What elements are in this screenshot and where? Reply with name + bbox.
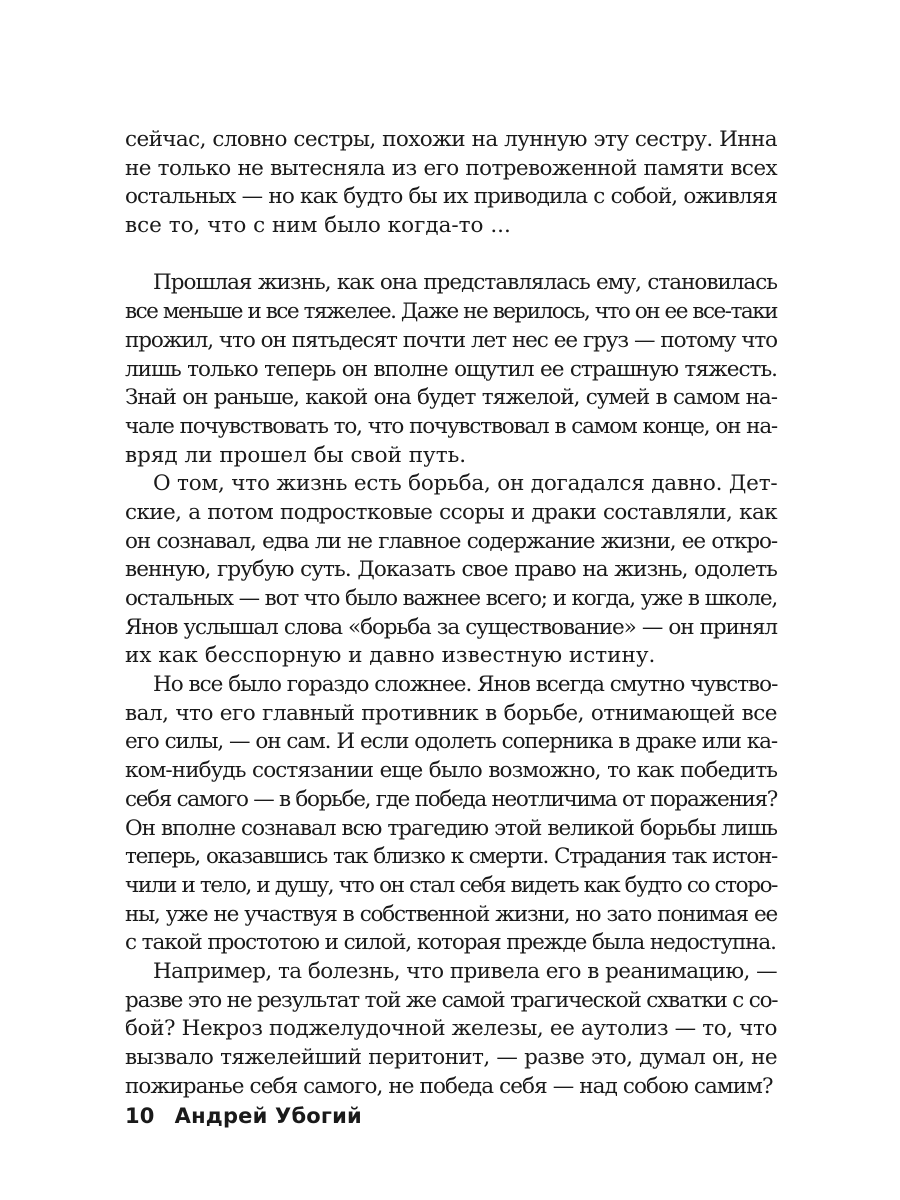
text-line: вряд ли прошел бы свой путь. — [125, 442, 467, 468]
paragraph — [125, 470, 777, 671]
text-line: ны, уже не участвуя в собственной жизни, но зато понимая ее — [125, 901, 777, 927]
section-break — [125, 241, 777, 270]
text-line: бой? Некроз поджелудочной железы, ее аутолиз — то, что — [125, 1016, 777, 1042]
paragraph — [125, 958, 777, 1101]
text-line: разве это не результат той же самой трагической схватки с со- — [125, 987, 778, 1013]
page-body — [125, 126, 777, 1101]
text-line: остальных — но как будто бы их приводила с собой, оживляя — [125, 184, 777, 210]
text-line: все то, что с ним было когда-то ... — [125, 213, 511, 239]
text-line: ские, а потом подростковые ссоры и драки составляли, как — [125, 499, 777, 525]
text-line: не только не вытесняла из его потревоженной памяти всех — [125, 155, 777, 181]
text-line: пожиранье себя самого, не победа себя — над собою самим? — [125, 1073, 773, 1099]
text-line: теперь, оказавшись так близко к смерти. Страдания так истон- — [125, 844, 777, 870]
text-line: сейчас, словно сестры, похожи на лунную эту сестру. Инна — [125, 127, 777, 152]
text-line: Знай он раньше, какой она будет тяжелой, сумей в самом на- — [125, 385, 777, 411]
text-line: ком-нибудь состязании еще было возможно, то как победить — [125, 758, 777, 784]
text-line: вал, что его главный противник в борьбе, отнимающей все — [125, 700, 777, 726]
text-line: прожил, что он пятьдесят почти лет нес ее груз — потому что — [125, 327, 777, 353]
text-line: он сознавал, едва ли не главное содержание жизни, ее откро- — [125, 528, 777, 554]
text-line: Прошлая жизнь, как она представлялась ему, становилась — [153, 270, 777, 296]
paragraph — [125, 269, 777, 470]
page-footer — [125, 1102, 362, 1130]
text-line: лишь только теперь он вполне ощутил ее страшную тяжесть. — [125, 356, 777, 382]
text-line: чале почувствовать то, что почувствовал в самом конце, он на- — [125, 413, 777, 439]
page-number: 10 — [125, 1104, 155, 1128]
text-line: Например, та болезнь, что привела его в реанимацию, — — [153, 958, 777, 984]
text-line: себя самого — в борьбе, где победа неотличима от поражения? — [125, 786, 777, 812]
paragraph — [125, 126, 777, 241]
text-line: с такой простотою и силой, которая прежде была недоступна. — [125, 930, 776, 956]
text-line: венную, грубую суть. Доказать свое право на жизнь, одолеть — [125, 557, 777, 583]
text-line: О том, что жизнь есть борьба, он догадался давно. Дет- — [153, 471, 778, 497]
text-line: остальных — вот что было важнее всего; и когда, уже в школе, — [125, 586, 777, 611]
text-line: Янов услышал слова «борьба за существование» — он принял — [125, 614, 777, 640]
paragraph — [125, 671, 777, 958]
text-line: Он вполне сознавал всю трагедию этой великой борьбы лишь — [125, 815, 777, 841]
text-line: вызвало тяжелейший перитонит, — разве это, думал он, не — [125, 1045, 777, 1070]
text-line: их как бесспорную и давно известную истину. — [125, 643, 656, 669]
author-name: Андрей Убогий — [174, 1104, 362, 1128]
text-line: все меньше и все тяжелее. Даже не верилось, что он ее все-таки — [125, 299, 777, 325]
text-line: его силы, — он сам. И если одолеть соперника в драке или ка- — [125, 729, 777, 755]
text-line: Но все было гораздо сложнее. Янов всегда смутно чувство- — [153, 672, 778, 698]
text-line: чили и тело, и душу, что он стал себя видеть как будто со сторо- — [125, 872, 777, 898]
